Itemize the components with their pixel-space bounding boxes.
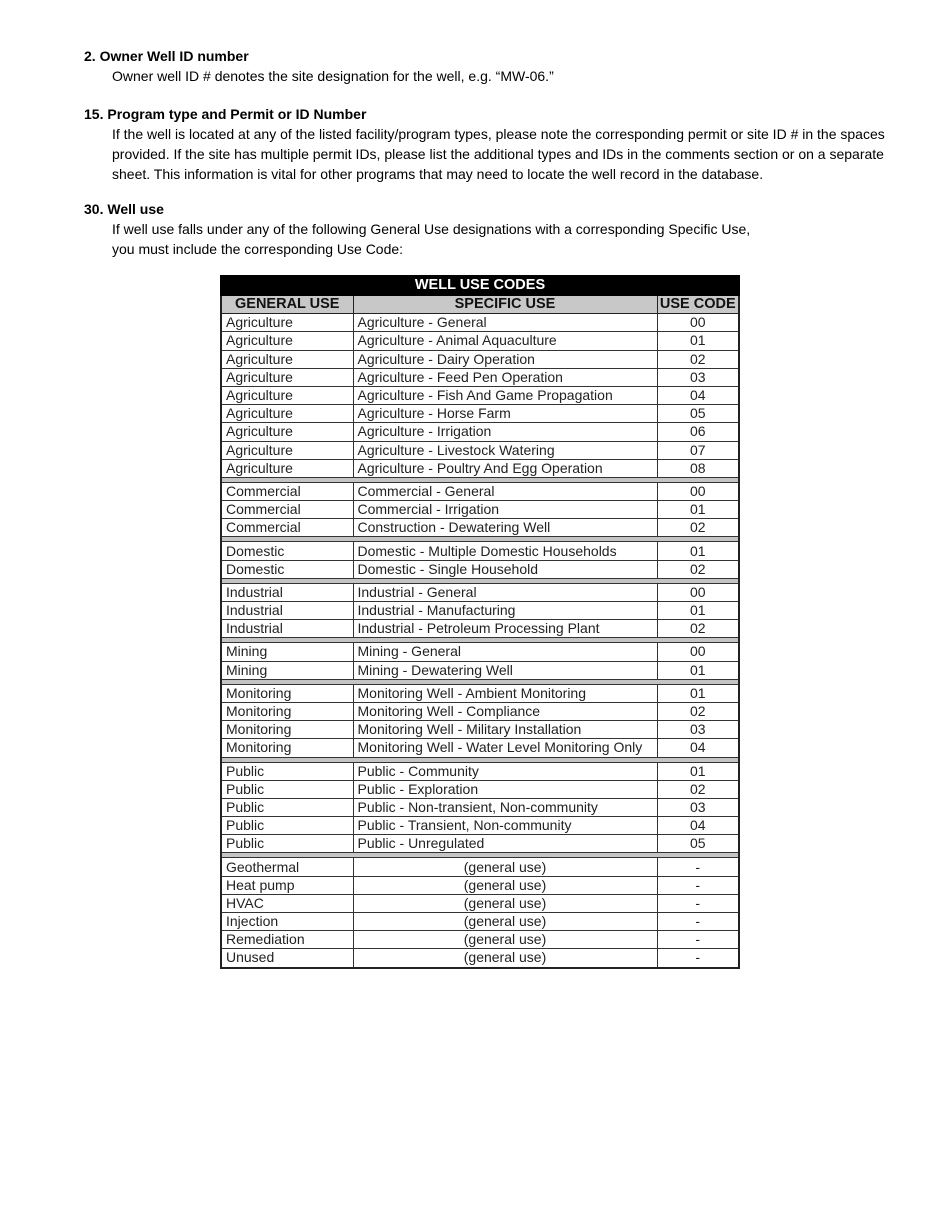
general-use-cell: Industrial: [221, 620, 353, 638]
section-body: [112, 219, 914, 259]
well-use-codes-table-container: [220, 275, 738, 969]
table-row: [221, 949, 739, 968]
use-code-cell: 02: [657, 702, 739, 720]
general-use-cell: Agriculture: [221, 314, 353, 332]
general-use-cell: Agriculture: [221, 386, 353, 404]
section-program-type: [84, 105, 914, 184]
general-use-cell: Domestic: [221, 560, 353, 578]
use-code-cell: 01: [657, 542, 739, 560]
section-text-line: Owner well ID # denotes the site designation for the well, e.g. “MW-06.”: [112, 68, 554, 84]
use-code-cell: -: [657, 858, 739, 876]
specific-use-cell: Domestic - Single Household: [353, 560, 657, 578]
specific-use-cell: (general use): [353, 949, 657, 968]
table-row: [221, 314, 739, 332]
use-code-cell: 01: [657, 602, 739, 620]
specific-use-cell: Commercial - General: [353, 482, 657, 500]
table-row: [221, 661, 739, 679]
specific-use-cell: Mining - General: [353, 643, 657, 661]
specific-use-cell: Public - Community: [353, 762, 657, 780]
use-code-cell: 02: [657, 620, 739, 638]
specific-use-cell: Public - Non-transient, Non-community: [353, 798, 657, 816]
general-use-cell: Mining: [221, 661, 353, 679]
general-use-cell: Monitoring: [221, 702, 353, 720]
use-code-cell: 01: [657, 684, 739, 702]
table-row: [221, 817, 739, 835]
general-use-cell: Commercial: [221, 501, 353, 519]
use-code-cell: 06: [657, 423, 739, 441]
table-title-row: [221, 276, 739, 295]
section-title: 15. Program type and Permit or ID Number: [84, 106, 367, 122]
general-use-cell: Industrial: [221, 602, 353, 620]
specific-use-cell: (general use): [353, 913, 657, 931]
use-code-cell: -: [657, 913, 739, 931]
use-code-cell: 03: [657, 798, 739, 816]
table-row: [221, 894, 739, 912]
table-row: [221, 739, 739, 757]
table-row: [221, 798, 739, 816]
table-row: [221, 459, 739, 477]
specific-use-cell: Agriculture - Livestock Watering: [353, 441, 657, 459]
general-use-cell: Commercial: [221, 519, 353, 537]
use-code-cell: -: [657, 894, 739, 912]
general-use-cell: Commercial: [221, 482, 353, 500]
use-code-cell: 01: [657, 332, 739, 350]
section-text-line: provided. If the site has multiple permit IDs, please list the additional types and IDs in the comments section or on a separate: [112, 146, 884, 162]
specific-use-cell: Commercial - Irrigation: [353, 501, 657, 519]
specific-use-cell: (general use): [353, 931, 657, 949]
specific-use-cell: Monitoring Well - Military Installation: [353, 721, 657, 739]
specific-use-cell: Construction - Dewatering Well: [353, 519, 657, 537]
specific-use-cell: (general use): [353, 858, 657, 876]
table-header-row: [221, 295, 739, 314]
general-use-cell: Agriculture: [221, 441, 353, 459]
specific-use-cell: Industrial - Petroleum Processing Plant: [353, 620, 657, 638]
general-use-cell: Agriculture: [221, 350, 353, 368]
use-code-cell: 08: [657, 459, 739, 477]
general-use-cell: Domestic: [221, 542, 353, 560]
use-code-cell: 00: [657, 314, 739, 332]
use-code-cell: 00: [657, 643, 739, 661]
section-body: [112, 66, 914, 86]
use-code-cell: -: [657, 949, 739, 968]
general-use-cell: Public: [221, 762, 353, 780]
table-row: [221, 643, 739, 661]
general-use-cell: Agriculture: [221, 459, 353, 477]
table-row: [221, 519, 739, 537]
general-use-cell: Geothermal: [221, 858, 353, 876]
section-text-line: sheet. This information is vital for other programs that may need to locate the well record in the database.: [112, 166, 764, 182]
specific-use-cell: Public - Unregulated: [353, 835, 657, 853]
table-row: [221, 560, 739, 578]
specific-use-cell: Monitoring Well - Ambient Monitoring: [353, 684, 657, 702]
well-use-codes-table: [220, 275, 740, 969]
general-use-cell: Monitoring: [221, 721, 353, 739]
specific-use-cell: (general use): [353, 876, 657, 894]
use-code-cell: 01: [657, 661, 739, 679]
general-use-cell: Agriculture: [221, 405, 353, 423]
table-row: [221, 702, 739, 720]
table-row: [221, 542, 739, 560]
use-code-cell: 03: [657, 368, 739, 386]
use-code-cell: 02: [657, 519, 739, 537]
section-well-use: [84, 200, 914, 259]
table-row: [221, 501, 739, 519]
general-use-cell: HVAC: [221, 894, 353, 912]
use-code-cell: 02: [657, 780, 739, 798]
table-row: [221, 931, 739, 949]
specific-use-cell: Agriculture - Dairy Operation: [353, 350, 657, 368]
section-text-line: you must include the corresponding Use Code:: [112, 241, 404, 257]
use-code-cell: 03: [657, 721, 739, 739]
table-row: [221, 913, 739, 931]
table-row: [221, 332, 739, 350]
use-code-cell: 04: [657, 739, 739, 757]
table-row: [221, 405, 739, 423]
use-code-cell: 05: [657, 835, 739, 853]
use-code-cell: 05: [657, 405, 739, 423]
section-owner-well-id: [84, 47, 914, 86]
specific-use-cell: Monitoring Well - Compliance: [353, 702, 657, 720]
use-code-cell: 00: [657, 583, 739, 601]
table-row: [221, 583, 739, 601]
table-body: [221, 314, 739, 968]
specific-use-cell: Agriculture - Irrigation: [353, 423, 657, 441]
specific-use-cell: Agriculture - Feed Pen Operation: [353, 368, 657, 386]
column-header-specific-use: SPECIFIC USE: [353, 295, 657, 314]
general-use-cell: Mining: [221, 643, 353, 661]
use-code-cell: 02: [657, 560, 739, 578]
use-code-cell: 07: [657, 441, 739, 459]
use-code-cell: -: [657, 931, 739, 949]
table-row: [221, 876, 739, 894]
table-row: [221, 684, 739, 702]
use-code-cell: -: [657, 876, 739, 894]
column-header-general-use: GENERAL USE: [221, 295, 353, 314]
table-row: [221, 386, 739, 404]
general-use-cell: Heat pump: [221, 876, 353, 894]
table-row: [221, 762, 739, 780]
general-use-cell: Monitoring: [221, 684, 353, 702]
table-row: [221, 858, 739, 876]
specific-use-cell: Agriculture - General: [353, 314, 657, 332]
table-row: [221, 441, 739, 459]
use-code-cell: 01: [657, 501, 739, 519]
table-row: [221, 602, 739, 620]
general-use-cell: Public: [221, 798, 353, 816]
use-code-cell: 01: [657, 762, 739, 780]
use-code-cell: 02: [657, 350, 739, 368]
column-header-use-code: USE CODE: [657, 295, 739, 314]
specific-use-cell: Public - Transient, Non-community: [353, 817, 657, 835]
specific-use-cell: Industrial - Manufacturing: [353, 602, 657, 620]
table-row: [221, 423, 739, 441]
table-row: [221, 482, 739, 500]
specific-use-cell: Monitoring Well - Water Level Monitoring Only: [353, 739, 657, 757]
section-title: 2. Owner Well ID number: [84, 48, 249, 64]
specific-use-cell: Agriculture - Horse Farm: [353, 405, 657, 423]
use-code-cell: 04: [657, 386, 739, 404]
table-row: [221, 721, 739, 739]
specific-use-cell: Agriculture - Animal Aquaculture: [353, 332, 657, 350]
use-code-cell: 00: [657, 482, 739, 500]
general-use-cell: Public: [221, 817, 353, 835]
specific-use-cell: Domestic - Multiple Domestic Households: [353, 542, 657, 560]
table-title: WELL USE CODES: [221, 276, 739, 295]
section-text-line: If the well is located at any of the listed facility/program types, please note the corresponding permit or site ID # in the spaces: [112, 126, 885, 142]
use-code-cell: 04: [657, 817, 739, 835]
general-use-cell: Agriculture: [221, 332, 353, 350]
table-row: [221, 780, 739, 798]
general-use-cell: Remediation: [221, 931, 353, 949]
general-use-cell: Agriculture: [221, 423, 353, 441]
table-row: [221, 350, 739, 368]
general-use-cell: Monitoring: [221, 739, 353, 757]
general-use-cell: Public: [221, 780, 353, 798]
section-body: [112, 124, 914, 184]
specific-use-cell: Agriculture - Poultry And Egg Operation: [353, 459, 657, 477]
specific-use-cell: Industrial - General: [353, 583, 657, 601]
general-use-cell: Industrial: [221, 583, 353, 601]
specific-use-cell: Agriculture - Fish And Game Propagation: [353, 386, 657, 404]
general-use-cell: Injection: [221, 913, 353, 931]
specific-use-cell: Mining - Dewatering Well: [353, 661, 657, 679]
general-use-cell: Public: [221, 835, 353, 853]
general-use-cell: Unused: [221, 949, 353, 968]
section-text-line: If well use falls under any of the following General Use designations with a corresponding Specific Use,: [112, 221, 751, 237]
general-use-cell: Agriculture: [221, 368, 353, 386]
table-row: [221, 620, 739, 638]
table-row: [221, 835, 739, 853]
specific-use-cell: Public - Exploration: [353, 780, 657, 798]
table-row: [221, 368, 739, 386]
specific-use-cell: (general use): [353, 894, 657, 912]
section-title: 30. Well use: [84, 201, 164, 217]
